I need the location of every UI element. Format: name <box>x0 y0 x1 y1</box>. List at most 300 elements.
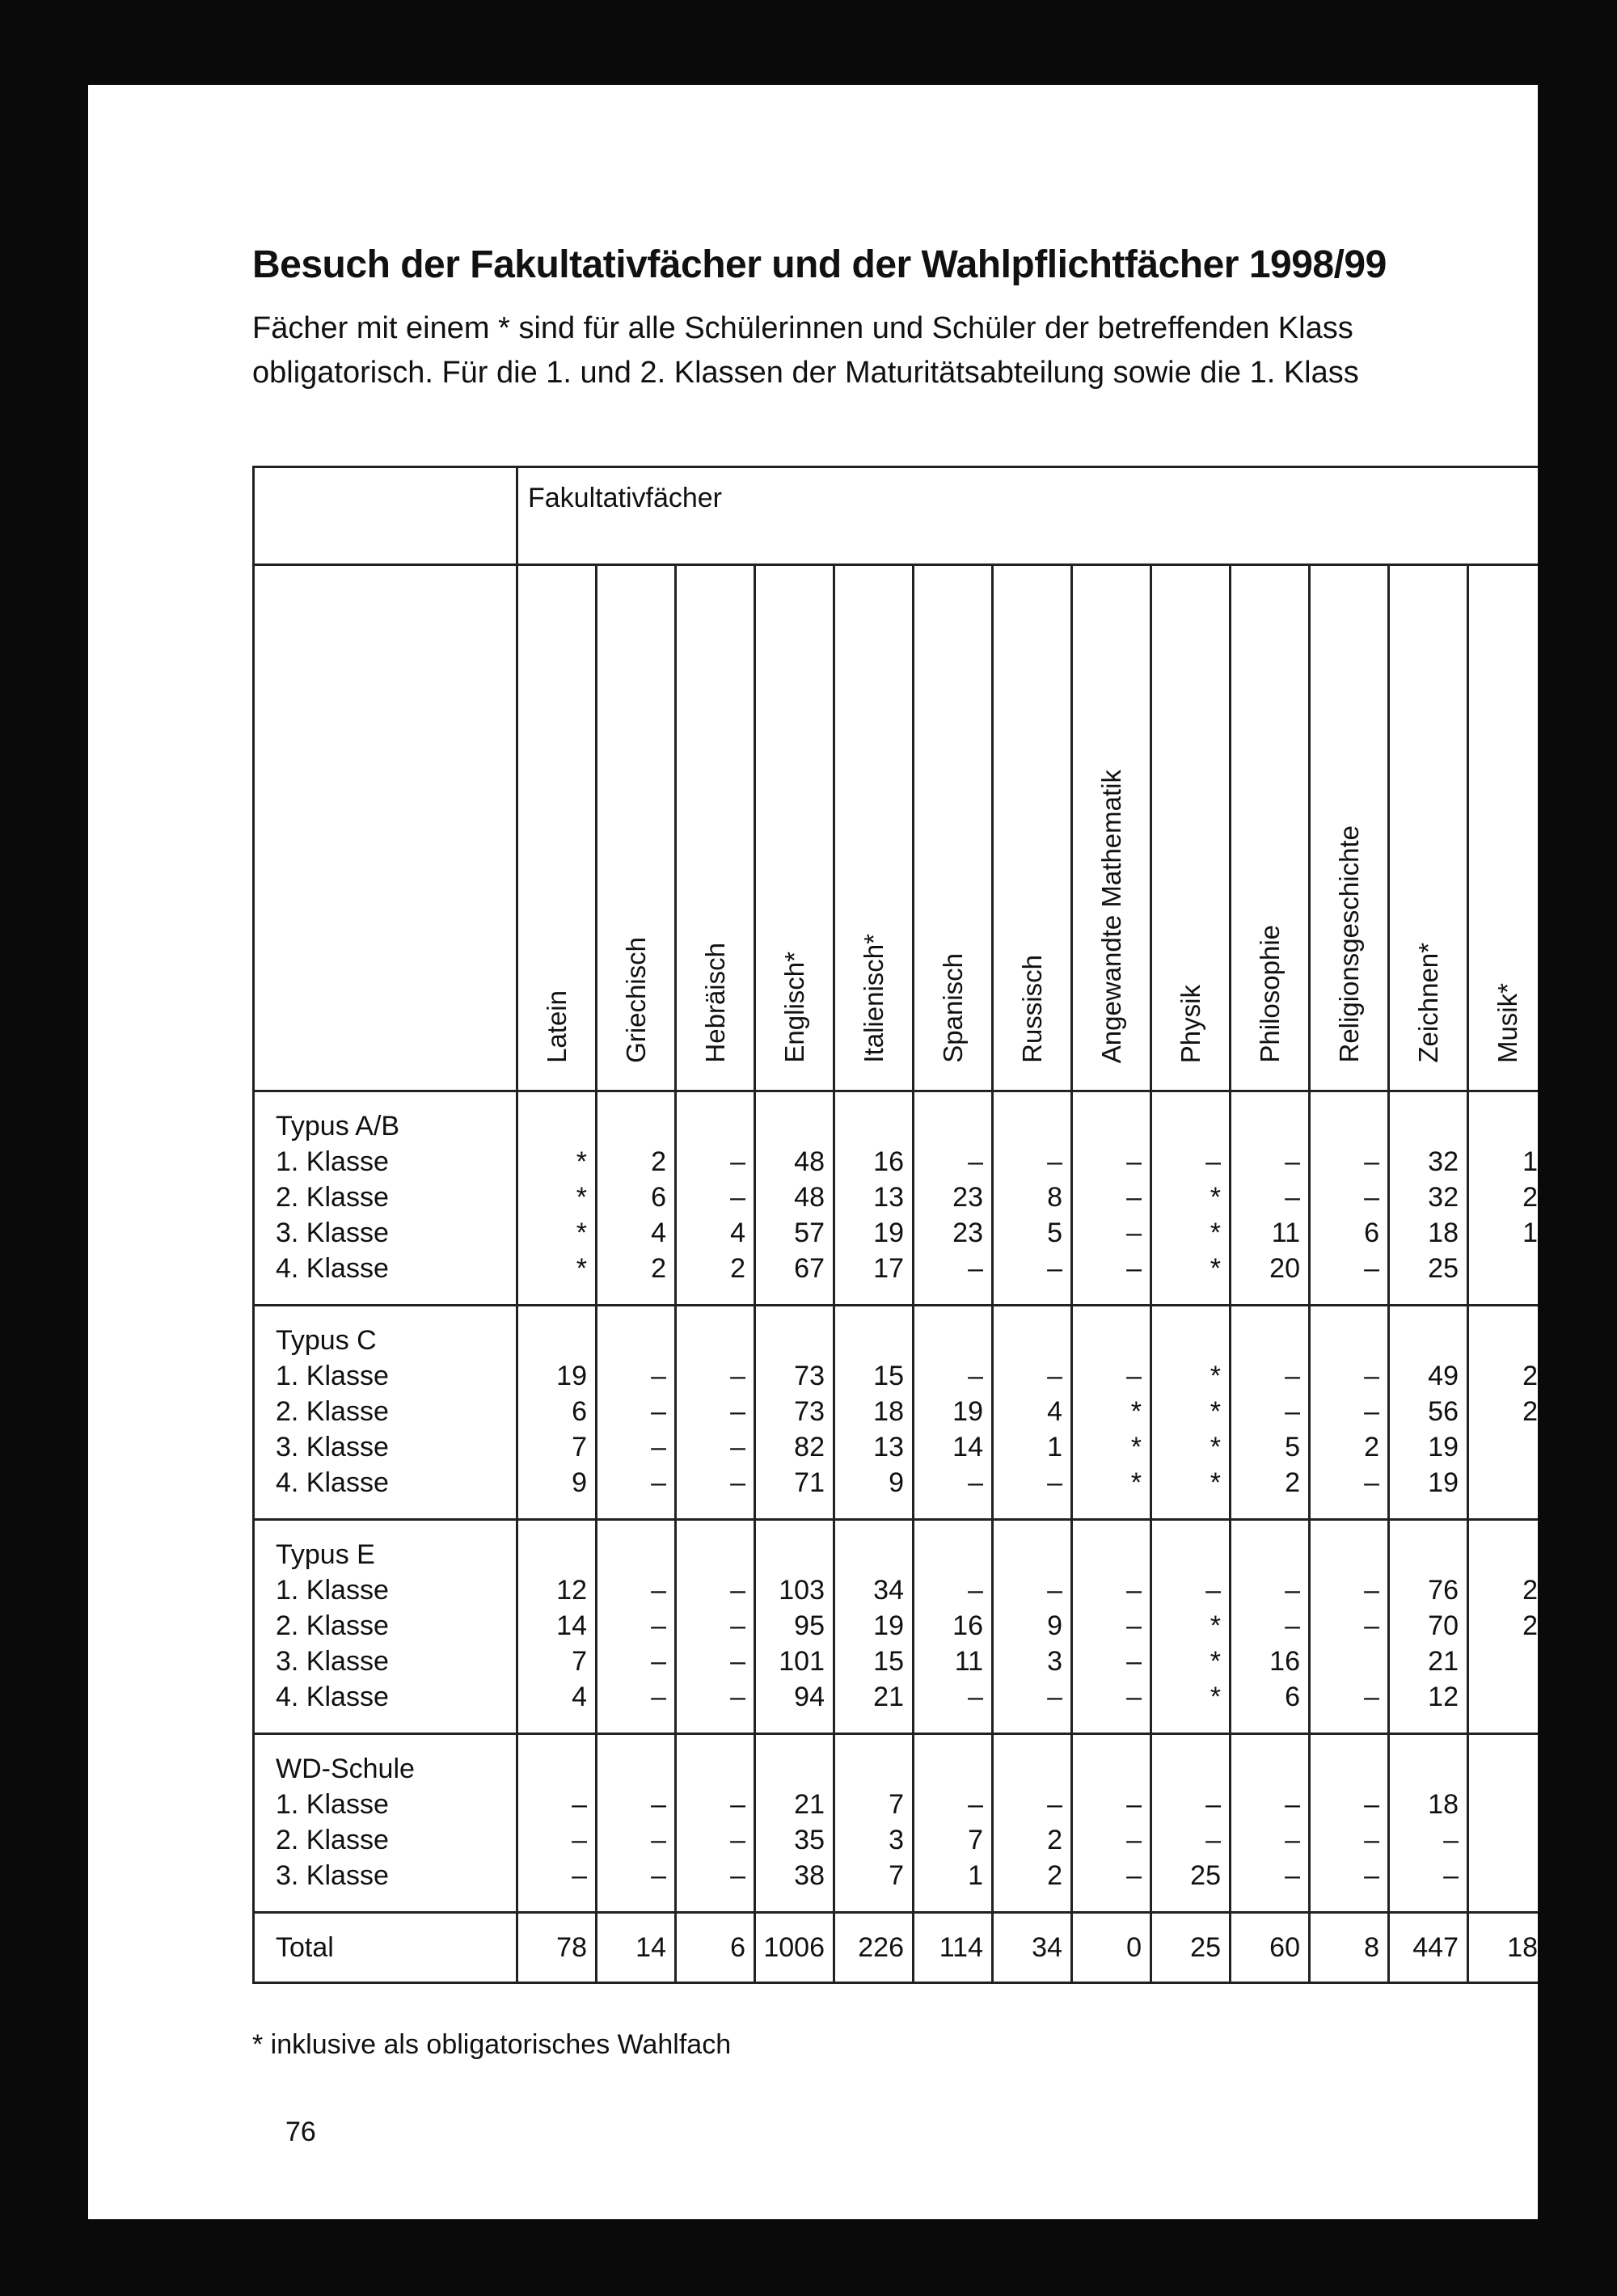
data-column-cell <box>1231 1520 1310 1734</box>
data-column-cell <box>914 1520 993 1734</box>
table-cell: – <box>1126 1789 1142 1820</box>
table-cell: 13 <box>873 1432 904 1462</box>
table-cell: 49 <box>1428 1361 1459 1391</box>
table-cell: – <box>1443 1825 1459 1855</box>
total-value: 1006 <box>763 1932 825 1963</box>
data-column-cell <box>1468 1091 1547 1306</box>
table-cell: 2 <box>1522 1182 1538 1213</box>
table-cell: – <box>730 1432 745 1462</box>
row-label-cell <box>254 1091 517 1306</box>
column-header-label: Physik <box>1175 984 1205 1063</box>
total-cell <box>1389 1913 1468 1983</box>
blank-line <box>914 1751 991 1787</box>
table-cell: 17 <box>873 1253 904 1284</box>
table-cell: 7 <box>968 1825 983 1855</box>
column-header <box>914 565 993 1091</box>
table-cell: 11 <box>954 1646 983 1677</box>
table-cell: – <box>730 1396 745 1427</box>
row-label: 3. Klasse <box>276 1860 389 1891</box>
group-name: Typus E <box>276 1539 375 1570</box>
total-value: 18 <box>1507 1932 1538 1963</box>
table-cell <box>1469 1465 1546 1500</box>
table-cell: – <box>1285 1146 1300 1177</box>
table-cell: 7 <box>572 1432 587 1462</box>
table-group-typus-c <box>254 1306 1547 1520</box>
data-column-cell <box>1468 1306 1547 1520</box>
table-cell: * <box>1130 1467 1142 1498</box>
table-cell: 48 <box>794 1146 825 1177</box>
data-column-cell <box>1231 1734 1310 1913</box>
table-cell: * <box>576 1182 587 1213</box>
table-cell: 19 <box>952 1396 983 1427</box>
column-header-label: Religionsgeschichte <box>1333 825 1364 1063</box>
table-cell: – <box>968 1789 983 1820</box>
table-cell: 73 <box>794 1396 825 1427</box>
table-cell: 95 <box>794 1610 825 1641</box>
row-label: 3. Klasse <box>276 1432 389 1462</box>
table-cell: 4 <box>1047 1396 1062 1427</box>
data-column-cell <box>834 1520 914 1734</box>
table-cell: 21 <box>1428 1646 1459 1677</box>
table-cell: – <box>1364 1253 1379 1284</box>
blank-line <box>677 1751 754 1787</box>
table-cell <box>1469 1822 1546 1858</box>
table-cell <box>1469 1429 1546 1465</box>
table-cell: 2 <box>1047 1825 1062 1855</box>
table-cell: 34 <box>873 1575 904 1606</box>
table-cell: * <box>1210 1610 1221 1641</box>
subtitle-line-1: Fächer mit einem * sind für alle Schülerinnen und Schüler der betreffenden Klass <box>252 311 1353 345</box>
data-column-cell <box>1468 1734 1547 1913</box>
table-cell: – <box>651 1860 666 1891</box>
data-column-cell <box>1151 1306 1231 1520</box>
table-cell: * <box>1210 1396 1221 1427</box>
blank-line <box>914 1537 991 1572</box>
table-cell: – <box>1285 1575 1300 1606</box>
total-value: 34 <box>1032 1932 1062 1963</box>
table-cell: – <box>1285 1825 1300 1855</box>
total-label-cell <box>254 1913 517 1983</box>
blank-line <box>1311 1323 1387 1358</box>
total-value: 78 <box>556 1932 587 1963</box>
table-cell: * <box>1210 1182 1221 1213</box>
data-column-cell <box>1389 1091 1468 1306</box>
data-column-cell <box>1151 1520 1231 1734</box>
table-cell: 2 <box>1285 1467 1300 1498</box>
group-name: Typus A/B <box>276 1111 400 1142</box>
table-cell: 2 <box>1364 1432 1379 1462</box>
blank-line <box>835 1751 912 1787</box>
header-corner-blank <box>254 565 517 1091</box>
table-cell: – <box>1364 1396 1379 1427</box>
header-corner <box>254 467 517 565</box>
table-cell: 19 <box>873 1218 904 1248</box>
footnote: * inklusive als obligatorisches Wahlfach <box>252 2029 732 2060</box>
table-cell: 16 <box>873 1146 904 1177</box>
table-cell: 7 <box>889 1789 904 1820</box>
total-cell <box>1231 1913 1310 1983</box>
table-cell: 76 <box>1428 1575 1459 1606</box>
table-cell: – <box>1126 1610 1142 1641</box>
table-cell: 9 <box>572 1467 587 1498</box>
table-cell: 67 <box>794 1253 825 1284</box>
data-column-cell <box>1072 1734 1151 1913</box>
table-cell: – <box>1205 1146 1221 1177</box>
column-header-label: Russisch <box>1016 955 1047 1063</box>
table-cell: – <box>1364 1860 1379 1891</box>
blank-line <box>1231 1108 1308 1144</box>
table-cell: 11 <box>1271 1218 1300 1248</box>
table-cell: * <box>1210 1467 1221 1498</box>
table-cell: – <box>730 1575 745 1606</box>
data-column-cell <box>517 1091 597 1306</box>
table-cell: 21 <box>873 1682 904 1712</box>
table-cell: – <box>1285 1789 1300 1820</box>
total-value: 25 <box>1190 1932 1221 1963</box>
total-cell <box>1072 1913 1151 1983</box>
table-cell: – <box>1047 1361 1062 1391</box>
table-cell: 19 <box>1428 1467 1459 1498</box>
row-label-cell <box>254 1306 517 1520</box>
blank-line <box>756 1323 833 1358</box>
blank-line <box>597 1751 674 1787</box>
data-column-cell <box>755 1734 834 1913</box>
table-cell: – <box>1047 1575 1062 1606</box>
table-cell: 4 <box>651 1218 666 1248</box>
table-cell: – <box>651 1682 666 1712</box>
scan-border <box>1538 0 1617 2296</box>
data-column-cell <box>755 1091 834 1306</box>
total-cell <box>517 1913 597 1983</box>
header-row-subjects <box>254 565 1547 1091</box>
data-column-cell <box>517 1734 597 1913</box>
blank-line <box>518 1751 595 1787</box>
blank-line <box>994 1537 1070 1572</box>
table-cell: 25 <box>1428 1253 1459 1284</box>
table-cell: – <box>730 1146 745 1177</box>
total-label: Total <box>276 1932 334 1963</box>
table-cell: 38 <box>794 1860 825 1891</box>
column-header <box>1310 565 1389 1091</box>
data-column-cell <box>755 1306 834 1520</box>
table-cell: – <box>968 1361 983 1391</box>
table-cell: 1 <box>1047 1432 1062 1462</box>
data-column-cell <box>1072 1306 1151 1520</box>
blank-line <box>1469 1751 1546 1787</box>
table-cell: – <box>968 1467 983 1498</box>
column-header-label: Griechisch <box>620 937 651 1063</box>
column-header-label: Musik* <box>1492 982 1522 1063</box>
total-value: 14 <box>635 1932 666 1963</box>
column-header-label: Spanisch <box>937 953 968 1063</box>
table-cell: – <box>1047 1146 1062 1177</box>
table-cell: – <box>968 1682 983 1712</box>
table-cell <box>1469 1644 1546 1679</box>
data-column-cell <box>597 1734 676 1913</box>
table-cell: 94 <box>794 1682 825 1712</box>
total-value: 226 <box>858 1932 904 1963</box>
table-cell: 2 <box>1522 1396 1538 1427</box>
blank-line <box>1152 1537 1229 1572</box>
blank-line <box>1469 1323 1546 1358</box>
table-cell: – <box>1364 1146 1379 1177</box>
table-cell: 2 <box>1522 1610 1538 1641</box>
blank-line <box>1231 1537 1308 1572</box>
row-label: 4. Klasse <box>276 1253 389 1284</box>
table-cell: 6 <box>1285 1682 1300 1712</box>
table-cell: 32 <box>1428 1182 1459 1213</box>
table-cell: – <box>1364 1361 1379 1391</box>
page-title: Besuch der Fakultativfächer und der Wahlpflichtfächer 1998/99 <box>252 243 1387 286</box>
data-column-cell <box>914 1091 993 1306</box>
blank-line <box>1152 1751 1229 1787</box>
row-label: 3. Klasse <box>276 1218 389 1248</box>
group-name: WD-Schule <box>276 1754 415 1784</box>
table-cell: – <box>651 1789 666 1820</box>
blank-line <box>518 1108 595 1144</box>
table-cell: 5 <box>1047 1218 1062 1248</box>
column-header-label: Angewandte Mathematik <box>1096 769 1126 1063</box>
row-label: 1. Klasse <box>276 1789 389 1820</box>
table-cell: 2 <box>1522 1575 1538 1606</box>
table-cell: – <box>730 1825 745 1855</box>
total-cell <box>1468 1913 1547 1983</box>
table-cell: 12 <box>556 1575 587 1606</box>
table-cell: 103 <box>779 1575 825 1606</box>
blank-line <box>1390 1323 1467 1358</box>
table-cell: 56 <box>1428 1396 1459 1427</box>
total-cell <box>597 1913 676 1983</box>
blank-line <box>1231 1323 1308 1358</box>
table-cell: 5 <box>1285 1432 1300 1462</box>
blank-line <box>597 1108 674 1144</box>
table-cell: – <box>1126 1646 1142 1677</box>
table-cell: 8 <box>1047 1182 1062 1213</box>
table-cell: – <box>651 1467 666 1498</box>
data-column-cell <box>834 1734 914 1913</box>
data-column-cell <box>993 1734 1072 1913</box>
column-header <box>1072 565 1151 1091</box>
blank-line <box>677 1108 754 1144</box>
data-column-cell <box>914 1734 993 1913</box>
table-cell: 14 <box>556 1610 587 1641</box>
column-header-label: Englisch* <box>779 952 809 1063</box>
table-cell: – <box>1285 1396 1300 1427</box>
table-cell: – <box>1047 1253 1062 1284</box>
data-column-cell <box>597 1306 676 1520</box>
blank-line <box>597 1537 674 1572</box>
table-cell: 15 <box>873 1361 904 1391</box>
enrollment-table <box>252 466 1548 1984</box>
data-column-cell <box>676 1734 755 1913</box>
blank-line <box>1469 1108 1546 1144</box>
table-cell: 2 <box>730 1253 745 1284</box>
table-row-total <box>254 1913 1547 1983</box>
table-cell: – <box>1285 1610 1300 1641</box>
table-cell: * <box>1130 1432 1142 1462</box>
blank-line <box>1390 1537 1467 1572</box>
table-cell: 9 <box>1047 1610 1062 1641</box>
table-cell: * <box>576 1253 587 1284</box>
blank-line <box>677 1537 754 1572</box>
table-cell: – <box>730 1646 745 1677</box>
table-cell: 1 <box>1522 1146 1538 1177</box>
table-cell: – <box>1364 1682 1379 1712</box>
column-header <box>1151 565 1231 1091</box>
table-cell: – <box>1126 1182 1142 1213</box>
page-number: 76 <box>285 2117 316 2147</box>
blank-line <box>914 1108 991 1144</box>
blank-line <box>835 1323 912 1358</box>
column-header <box>676 565 755 1091</box>
table-cell: 101 <box>779 1646 825 1677</box>
column-header <box>755 565 834 1091</box>
blank-line <box>1073 1108 1150 1144</box>
table-cell: 21 <box>794 1789 825 1820</box>
table-cell: – <box>651 1646 666 1677</box>
column-header-label: Zeichnen* <box>1412 943 1443 1063</box>
blank-line <box>597 1323 674 1358</box>
column-header <box>517 565 597 1091</box>
table-cell: 14 <box>952 1432 983 1462</box>
table-cell: 7 <box>572 1646 587 1677</box>
column-header <box>834 565 914 1091</box>
table-cell: – <box>572 1825 587 1855</box>
column-header-label: Philosophie <box>1254 925 1285 1063</box>
table-cell: 6 <box>572 1396 587 1427</box>
total-cell <box>1151 1913 1231 1983</box>
table-cell: * <box>1210 1432 1221 1462</box>
data-column-cell <box>1151 1734 1231 1913</box>
table-cell <box>1469 1787 1546 1822</box>
table-cell: – <box>968 1575 983 1606</box>
blank-line <box>835 1537 912 1572</box>
table-cell: 15 <box>873 1646 904 1677</box>
data-column-cell <box>597 1520 676 1734</box>
blank-line <box>1390 1751 1467 1787</box>
table-cell: * <box>1210 1218 1221 1248</box>
table-cell: 19 <box>556 1361 587 1391</box>
column-header <box>993 565 1072 1091</box>
table-cell: 7 <box>889 1860 904 1891</box>
blank-line <box>835 1108 912 1144</box>
data-column-cell <box>676 1520 755 1734</box>
table-cell: – <box>1364 1825 1379 1855</box>
blank-line <box>756 1751 833 1787</box>
table-cell: – <box>651 1575 666 1606</box>
blank-line <box>677 1323 754 1358</box>
table-cell: – <box>968 1146 983 1177</box>
table-cell: – <box>1443 1860 1459 1891</box>
data-column-cell <box>517 1306 597 1520</box>
table-cell: – <box>651 1432 666 1462</box>
table-cell: 1 <box>1522 1218 1538 1248</box>
table-cell: 2 <box>1522 1361 1538 1391</box>
table-cell: 2 <box>651 1253 666 1284</box>
blank-line <box>518 1537 595 1572</box>
data-column-cell <box>834 1306 914 1520</box>
table-cell: * <box>576 1146 587 1177</box>
total-value: 0 <box>1126 1932 1142 1963</box>
data-column-cell <box>1151 1091 1231 1306</box>
table-cell: – <box>1285 1182 1300 1213</box>
table-cell: 6 <box>651 1182 666 1213</box>
table-cell: – <box>1205 1575 1221 1606</box>
row-label: 2. Klasse <box>276 1396 389 1427</box>
data-column-cell <box>1310 1520 1389 1734</box>
table-cell: 13 <box>873 1182 904 1213</box>
table-cell: – <box>730 1860 745 1891</box>
table-cell: 57 <box>794 1218 825 1248</box>
table-cell: 73 <box>794 1361 825 1391</box>
total-value: 8 <box>1364 1932 1379 1963</box>
blank-line <box>518 1323 595 1358</box>
data-column-cell <box>1231 1306 1310 1520</box>
data-column-cell <box>834 1091 914 1306</box>
data-column-cell <box>1310 1734 1389 1913</box>
row-label: 1. Klasse <box>276 1361 389 1391</box>
data-column-cell <box>1389 1520 1468 1734</box>
table-group-wd-schule <box>254 1734 1547 1913</box>
table-cell: 18 <box>1428 1218 1459 1248</box>
row-label: 4. Klasse <box>276 1682 389 1712</box>
blank-line <box>1311 1108 1387 1144</box>
blank-line <box>1152 1323 1229 1358</box>
table-cell: 18 <box>873 1396 904 1427</box>
table-cell: 35 <box>794 1825 825 1855</box>
blank-line <box>1073 1537 1150 1572</box>
table-cell: 3 <box>889 1825 904 1855</box>
blank-line <box>994 1751 1070 1787</box>
table-cell: – <box>1126 1682 1142 1712</box>
table-cell: – <box>651 1396 666 1427</box>
total-value: 447 <box>1412 1932 1459 1963</box>
table-cell: – <box>1047 1789 1062 1820</box>
row-label: 1. Klasse <box>276 1575 389 1606</box>
table-cell: 18 <box>1428 1789 1459 1820</box>
table-cell: – <box>1364 1467 1379 1498</box>
table-cell: – <box>1285 1361 1300 1391</box>
row-label: 4. Klasse <box>276 1467 389 1498</box>
table-cell: 16 <box>952 1610 983 1641</box>
column-header-label: Hebräisch <box>699 943 730 1063</box>
table-cell: – <box>1126 1825 1142 1855</box>
total-cell <box>755 1913 834 1983</box>
table-cell: – <box>1126 1218 1142 1248</box>
table-cell: 9 <box>889 1467 904 1498</box>
table-cell: 48 <box>794 1182 825 1213</box>
table-cell: – <box>730 1789 745 1820</box>
table-cell: – <box>1047 1467 1062 1498</box>
blank-line <box>756 1537 833 1572</box>
table-cell: 12 <box>1428 1682 1459 1712</box>
table-cell: – <box>1126 1860 1142 1891</box>
table-cell: – <box>1364 1182 1379 1213</box>
row-label: 2. Klasse <box>276 1825 389 1855</box>
data-column-cell <box>676 1091 755 1306</box>
data-column-cell <box>1072 1091 1151 1306</box>
data-column-cell <box>517 1520 597 1734</box>
table-cell: 1 <box>968 1860 983 1891</box>
table-cell: 82 <box>794 1432 825 1462</box>
blank-line <box>1073 1323 1150 1358</box>
table-cell: – <box>730 1610 745 1641</box>
blank-line <box>1311 1537 1387 1572</box>
table-cell: 19 <box>873 1610 904 1641</box>
data-column-cell <box>755 1520 834 1734</box>
table-cell: – <box>1047 1682 1062 1712</box>
data-column-cell <box>1072 1520 1151 1734</box>
